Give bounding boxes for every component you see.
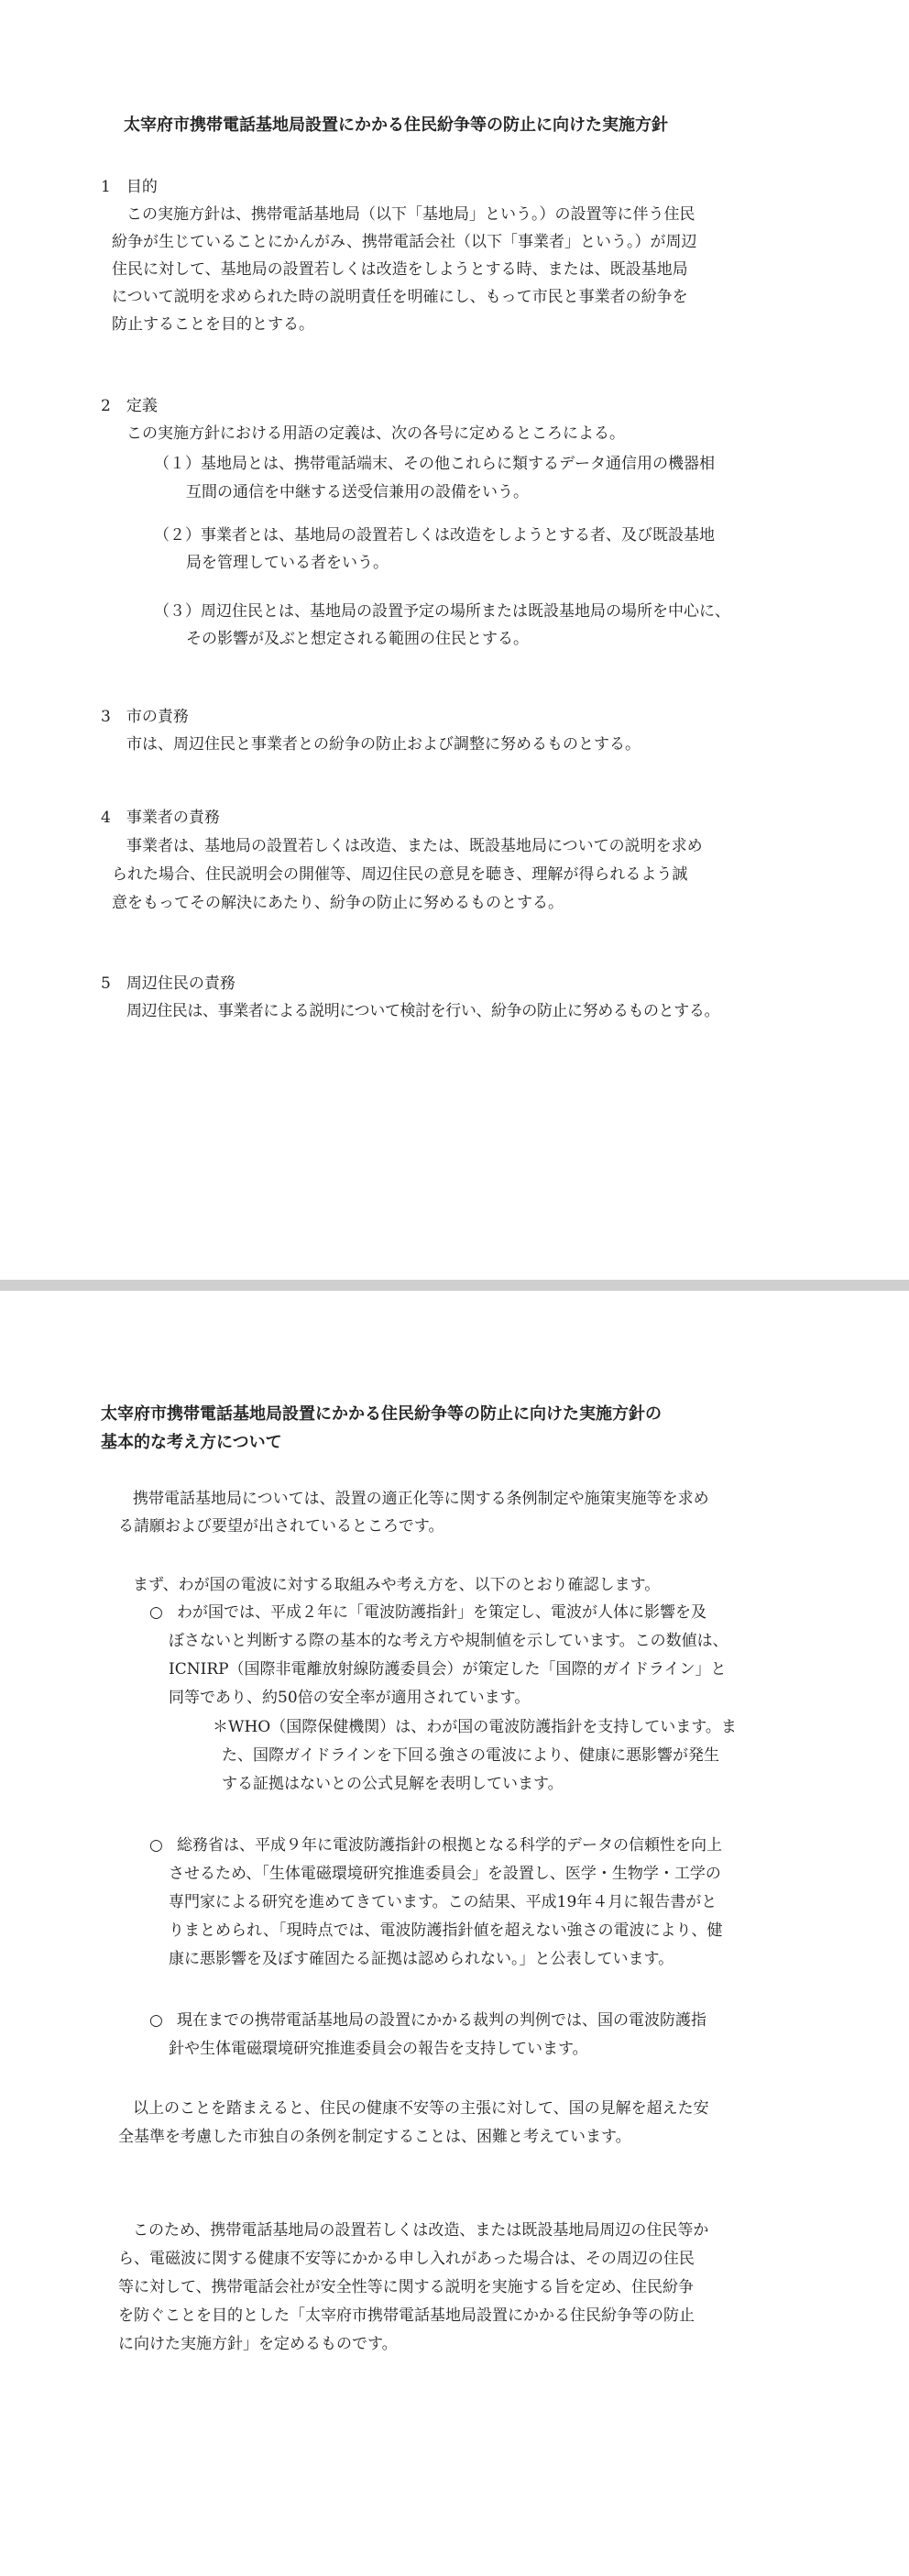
page-divider: [0, 1280, 909, 1291]
definition-item-cont: その影響が及ぶと想定される範囲の住民とする。: [186, 630, 529, 648]
section-heading-resident-duties: 5 周辺住民の責務: [101, 974, 235, 993]
text-line: 防止することを目的とする。: [112, 315, 314, 334]
document-page-1: [0, 0, 909, 1280]
bullet-mark: ○: [149, 2011, 163, 2030]
definition-item-cont: 局を管理している者をいう。: [186, 554, 389, 572]
bullet-text: 現在までの携帯電話基地局の設置にかかる裁判の判例では、国の電波防護指: [177, 2011, 706, 2030]
bullet-text: 総務省は、平成９年に電波防護指針の根拠となる科学的データの信頼性を向上: [177, 1836, 722, 1855]
bullet-text: わが国では、平成２年に「電波防護指針」を策定し、電波が人体に影響を及: [177, 1603, 706, 1622]
text-line: 紛争が生じていることにかんがみ、携帯電話会社（以下「事業者」という。）が周辺: [112, 233, 697, 251]
text-line: この実施方針における用語の定義は、次の各号に定めるところによる。: [126, 424, 625, 443]
text-line: に向けた実施方針」を定めるものです。: [118, 2335, 398, 2353]
bullet-text: 同等であり、約50倍の安全率が適用されています。: [169, 1689, 531, 1707]
definition-item-cont: 互間の通信を中継する送受信兼用の設備をいう。: [186, 483, 529, 501]
section-heading-purpose: 1 目的: [101, 178, 158, 196]
text-line: られた場合、住民説明会の開催等、周辺住民の意見を聴き、理解が得られるよう誠: [112, 865, 688, 884]
text-line: を防ぐことを目的とした「太宰府市携帯電話基地局設置にかかる住民紛争等の防止: [118, 2306, 695, 2325]
note-text: た、国際ガイドラインを下回る強さの電波により、健康に悪影響が発生: [222, 1746, 719, 1765]
bullet-text: 康に悪影響を及ぼす確固たる証拠は認められない。」と公表しています。: [169, 1950, 674, 1968]
text-line: 周辺住民は、事業者による説明について検討を行い、紛争の防止に努めるものとする。: [126, 1002, 720, 1020]
bullet-mark: ○: [149, 1836, 163, 1855]
section-heading-city-duties: 3 市の責務: [101, 708, 189, 726]
note-text: する証拠はないとの公式見解を表明しています。: [222, 1775, 564, 1793]
page-title: 太宰府市携帯電話基地局設置にかかる住民紛争等の防止に向けた実施方針: [124, 116, 668, 135]
bullet-text: ICNIRP（国際非電離放射線防護委員会）が策定した「国際的ガイドライン」と: [169, 1660, 727, 1679]
text-line: る請願および要望が出されているところです。: [118, 1517, 444, 1536]
text-line: ら、電磁波に関する健康不安等にかかる申し入れがあった場合は、その周辺の住民: [118, 2250, 695, 2268]
text-line: 以上のことを踏まえると、住民の健康不安等の主張に対して、国の見解を超えた安: [133, 2099, 709, 2118]
section-heading-operator-duties: 4 事業者の責務: [101, 809, 220, 827]
text-line: 全基準を考慮した市独自の条例を制定することは、困難と考えています。: [118, 2128, 631, 2146]
text-line: 市は、周辺住民と事業者との紛争の防止および調整に努めるものとする。: [126, 735, 641, 754]
bullet-text: 専門家による研究を進めてきています。この結果、平成19年４月に報告書がと: [169, 1893, 717, 1911]
text-line: 意をもってその解決にあたり、紛争の防止に努めるものとする。: [112, 894, 564, 912]
text-line: 事業者は、基地局の設置若しくは改造、または、既設基地局についての説明を求め: [126, 837, 703, 855]
text-line: この実施方針は、携帯電話基地局（以下「基地局」という。）の設置等に伴う住民: [126, 205, 695, 224]
text-line: まず、わが国の電波に対する取組みや考え方を、以下のとおり確認します。: [133, 1576, 661, 1594]
text-line: 住民に対して、基地局の設置若しくは改造をしようとする時、または、既設基地局: [112, 260, 688, 279]
text-line: 携帯電話基地局については、設置の適正化等に関する条例制定や施策実施等を求め: [133, 1490, 709, 1508]
note-text: ＊WHO（国際保健機関）は、わが国の電波防護指針を支持しています。ま: [213, 1718, 737, 1736]
bullet-text: りまとめられ、「現時点では、電波防護指針値を超えない強さの電波により、健: [169, 1921, 723, 1940]
text-line: 等に対して、携帯電話会社が安全性等に関する説明を実施する旨を定め、住民紛争: [118, 2278, 694, 2296]
definition-item: （２）事業者とは、基地局の設置若しくは改造をしようとする者、及び既設基地: [154, 526, 715, 545]
section-heading-definitions: 2 定義: [101, 397, 158, 415]
page-title-line: 太宰府市携帯電話基地局設置にかかる住民紛争等の防止に向けた実施方針の: [101, 1404, 662, 1424]
bullet-text: させるため、「生体電磁環境研究推進委員会」を設置し、医学・生物学・工学の: [169, 1865, 721, 1883]
text-line: このため、携帯電話基地局の設置若しくは改造、または既設基地局周辺の住民等か: [133, 2221, 709, 2240]
bullet-mark: ○: [149, 1603, 163, 1622]
bullet-text: 針や生体電磁環境研究推進委員会の報告を支持しています。: [169, 2040, 588, 2058]
definition-item: （３）周辺住民とは、基地局の設置予定の場所または既設基地局の場所を中心に、: [154, 602, 730, 621]
document-page-2: [0, 1291, 909, 2576]
bullet-text: ぼさないと判断する際の基本的な考え方や規制値を示しています。この数値は、: [169, 1632, 728, 1650]
page-title-line: 基本的な考え方について: [101, 1433, 282, 1452]
text-line: について説明を求められた時の説明責任を明確にし、もって市民と事業者の紛争を: [112, 288, 688, 306]
definition-item: （１）基地局とは、携帯電話端末、その他これらに類するデータ通信用の機器相: [154, 455, 715, 473]
